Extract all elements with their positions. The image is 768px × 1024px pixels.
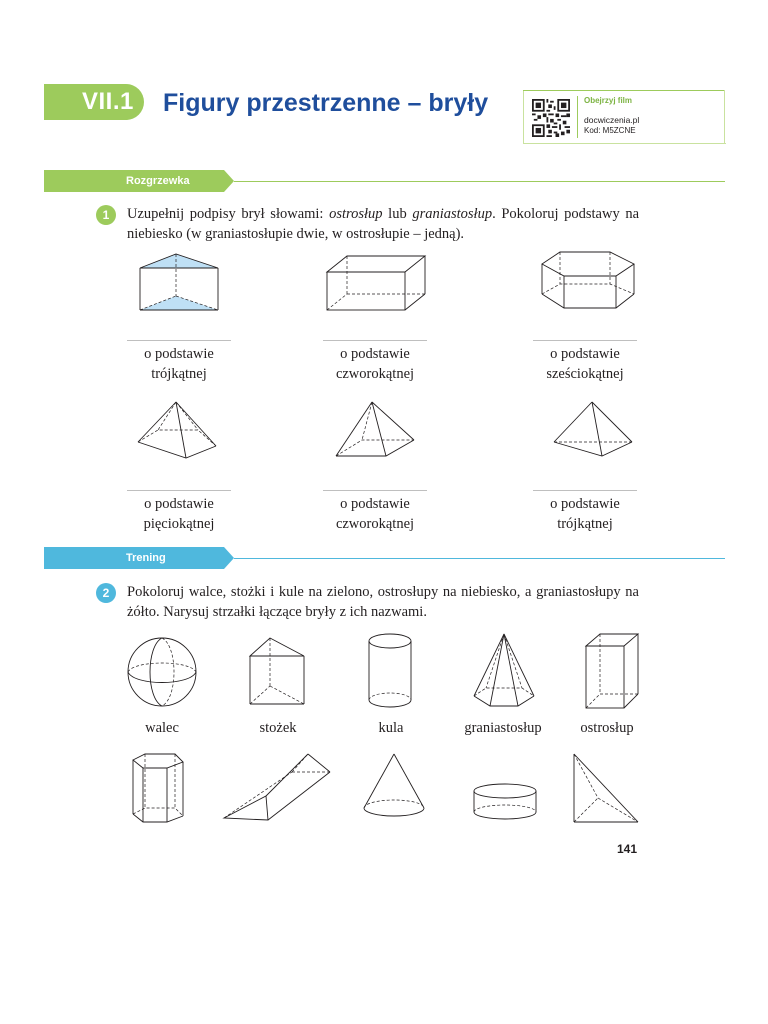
caption-4-line1: o podstawie — [144, 496, 214, 512]
caption-2 — [315, 344, 435, 384]
answer-line-6[interactable] — [533, 490, 637, 491]
task-1-text-c: . Pokoloruj podstawy na niebiesko (w graniastosłupie dwie, w ostrosłupie – jedną). — [127, 206, 640, 242]
name-cylinder: walec — [145, 720, 179, 736]
cuboid-figure — [325, 254, 427, 314]
lying-prism-figure — [222, 752, 334, 824]
name-pyramid: ostrosłup — [580, 720, 634, 736]
caption-4-line2: pięciokątnej — [143, 516, 215, 532]
cuboid-figure-2 — [584, 632, 642, 712]
cone-figure — [362, 752, 428, 824]
triangular-prism-figure — [138, 254, 222, 314]
answer-line-3[interactable] — [533, 340, 637, 341]
sphere-figure — [126, 636, 202, 712]
hexagonal-prism-figure — [540, 250, 636, 314]
section-training: Trening — [126, 552, 166, 564]
caption-2-line1: o podstawie — [340, 346, 410, 362]
task-1-text-b: lub — [382, 206, 413, 222]
warmup-line — [234, 181, 725, 182]
caption-5 — [315, 494, 435, 534]
flat-cylinder-figure — [472, 782, 540, 824]
qr-divider — [577, 96, 578, 138]
answer-line-1[interactable] — [127, 340, 231, 341]
caption-6-line2: trójkątnej — [557, 516, 613, 532]
qr-code-icon[interactable] — [532, 99, 570, 137]
caption-1 — [119, 344, 239, 384]
name-prism: graniastosłup — [464, 720, 542, 736]
caption-5-line1: o podstawie — [340, 496, 410, 512]
caption-3-line2: sześciokątnej — [546, 366, 624, 382]
task-1-text — [127, 204, 639, 244]
task-1-text-a: Uzupełnij podpisy brył słowami: — [127, 206, 330, 222]
watch-film-label: Obejrzyj film — [584, 96, 633, 105]
site-link[interactable]: docwiczenia.pl — [584, 115, 640, 125]
chapter-title: Figury przestrzenne – bryły — [163, 89, 489, 117]
qr-box-right — [724, 90, 725, 144]
training-line — [234, 558, 725, 559]
name-sphere: kula — [378, 720, 404, 736]
word-prism: graniastosłup — [412, 206, 493, 222]
word-pyramid: ostrosłup — [329, 206, 383, 222]
caption-1-line2: trójkątnej — [151, 366, 207, 382]
caption-5-line2: czworokątnej — [335, 516, 415, 532]
triangular-prism-figure-2 — [248, 636, 308, 708]
pentagonal-pyramid-figure — [136, 400, 220, 460]
answer-line-4[interactable] — [127, 490, 231, 491]
caption-3 — [525, 344, 645, 384]
caption-1-line1: o podstawie — [144, 346, 214, 362]
pentagonal-prism-figure — [131, 752, 187, 826]
section-warmup: Rozgrzewka — [126, 175, 190, 187]
hexagonal-pyramid-figure — [472, 632, 538, 712]
triangular-pyramid-figure — [552, 400, 636, 460]
caption-4 — [119, 494, 239, 534]
caption-2-line2: czworokątnej — [335, 366, 415, 382]
page-number: 141 — [617, 842, 638, 856]
name-cone: stożek — [259, 720, 297, 736]
task-2-text: Pokoloruj walce, stożki i kule na zielono, ostrosłupy na niebiesko, a graniastosłupy na żółto. Narysuj strzałki łączące bryły z ich nazwami. — [127, 584, 639, 620]
answer-line-5[interactable] — [323, 490, 427, 491]
answer-line-2[interactable] — [323, 340, 427, 341]
access-code: Kod: M5ZCNE — [584, 126, 636, 135]
task-1-number: 1 — [96, 205, 116, 225]
chapter-badge: VII.1 — [44, 84, 144, 120]
caption-3-line1: o podstawie — [550, 346, 620, 362]
task-2-number: 2 — [96, 583, 116, 603]
cylinder-figure — [367, 632, 415, 712]
square-pyramid-figure — [334, 400, 418, 460]
tetrahedron-figure — [570, 752, 642, 826]
caption-6 — [525, 494, 645, 534]
caption-6-line1: o podstawie — [550, 496, 620, 512]
